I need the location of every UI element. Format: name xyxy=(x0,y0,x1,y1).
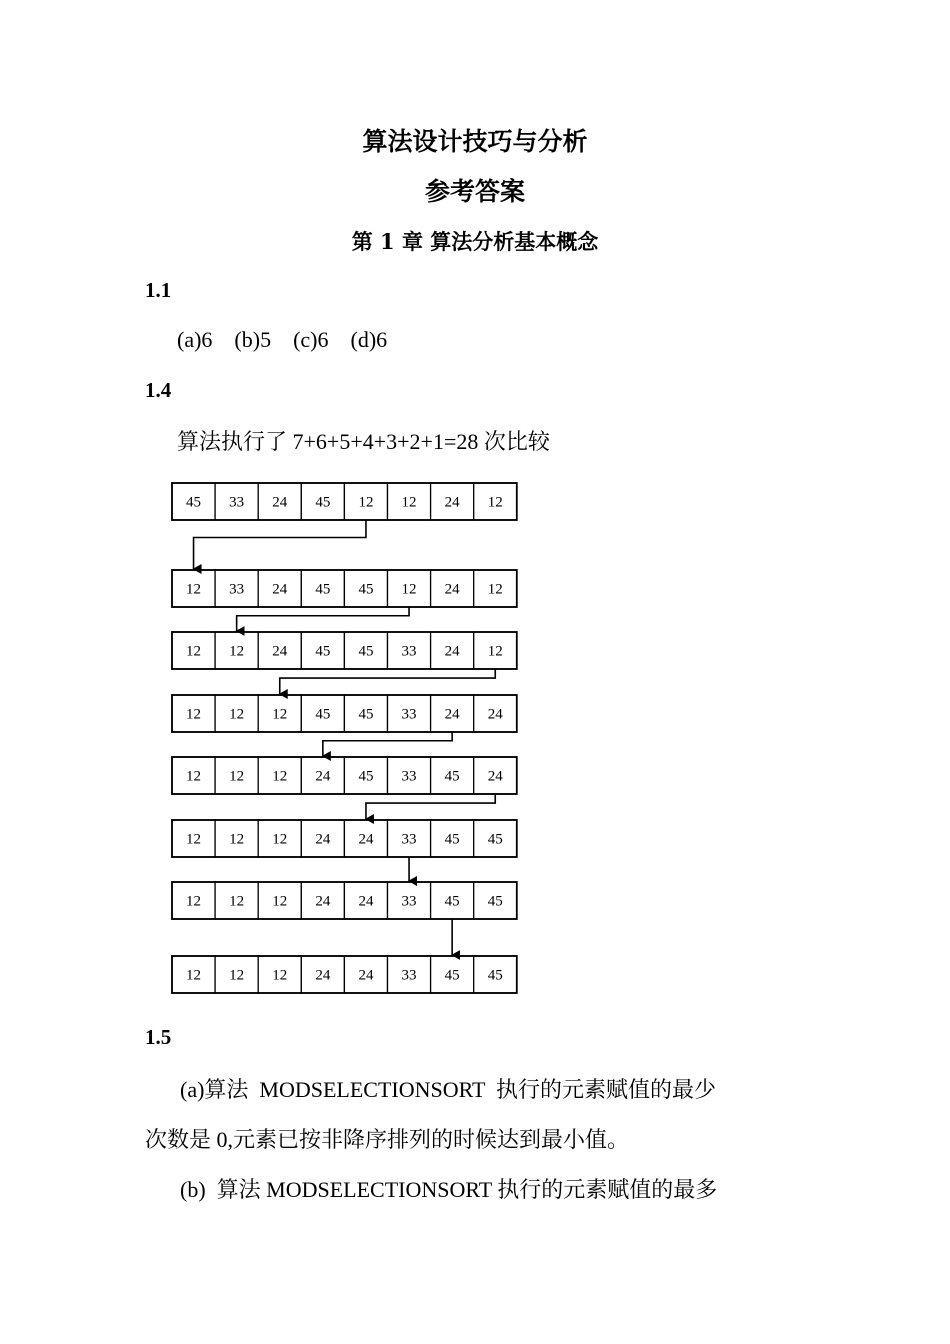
array-row xyxy=(172,956,517,993)
cell-value: 33 xyxy=(401,893,417,910)
cell-value: 45 xyxy=(315,643,331,660)
section-heading-1-5: 1.5 xyxy=(145,1025,172,1049)
cell-value: 24 xyxy=(358,831,374,848)
cell-value: 24 xyxy=(272,643,288,660)
array-row xyxy=(172,882,517,919)
cell-value: 24 xyxy=(315,831,331,848)
cell-value: 24 xyxy=(315,893,331,910)
array-row xyxy=(172,632,517,669)
array-row xyxy=(172,483,517,520)
cell-value: 24 xyxy=(487,706,503,723)
cell-value: 45 xyxy=(444,831,460,848)
cell-value: 12 xyxy=(272,706,288,723)
cell-value: 33 xyxy=(401,643,417,660)
cell-value: 12 xyxy=(229,706,245,723)
array-row xyxy=(172,570,517,607)
cell-value: 24 xyxy=(272,581,288,598)
cell-value: 24 xyxy=(315,768,331,785)
cell-value: 12 xyxy=(186,893,202,910)
cell-value: 24 xyxy=(444,643,460,660)
swap-arrow xyxy=(237,607,409,631)
text-1-5-line1: (a)算法 MODSELECTIONSORT 执行的元素赋值的最少 xyxy=(180,1077,717,1102)
cell-value: 24 xyxy=(444,494,460,511)
array-row xyxy=(172,820,517,857)
cell-value: 24 xyxy=(272,494,288,511)
cell-value: 45 xyxy=(315,706,331,723)
text-1-5-line2: 次数是 0,元素已按非降序排列的时候达到最小值。 xyxy=(145,1127,630,1152)
array-row xyxy=(172,757,517,794)
cell-value: 24 xyxy=(315,967,331,984)
cell-value: 12 xyxy=(186,967,202,984)
cell-value: 12 xyxy=(186,706,202,723)
cell-value: 12 xyxy=(186,768,202,785)
cell-value: 45 xyxy=(315,581,331,598)
cell-value: 12 xyxy=(487,494,503,511)
cell-value: 24 xyxy=(444,706,460,723)
cell-value: 33 xyxy=(401,768,417,785)
cell-value: 24 xyxy=(444,581,460,598)
swap-arrow xyxy=(366,794,495,819)
cell-value: 33 xyxy=(401,967,417,984)
cell-value: 12 xyxy=(186,643,202,660)
cell-value: 12 xyxy=(272,967,288,984)
cell-value: 12 xyxy=(229,967,245,984)
cell-value: 45 xyxy=(487,831,503,848)
cell-value: 24 xyxy=(487,768,503,785)
cell-value: 45 xyxy=(358,643,374,660)
cell-value: 12 xyxy=(401,494,417,511)
cell-value: 12 xyxy=(229,893,245,910)
cell-value: 12 xyxy=(229,831,245,848)
cell-value: 12 xyxy=(272,831,288,848)
document-subtitle: 参考答案 xyxy=(424,177,525,206)
cell-value: 45 xyxy=(315,494,331,511)
cell-value: 12 xyxy=(229,768,245,785)
cell-value: 45 xyxy=(487,893,503,910)
cell-value: 45 xyxy=(444,893,460,910)
swap-arrow xyxy=(280,669,496,694)
cell-value: 24 xyxy=(358,893,374,910)
cell-value: 45 xyxy=(358,706,374,723)
cell-value: 12 xyxy=(401,581,417,598)
section-heading-1-4: 1.4 xyxy=(145,378,172,402)
cell-value: 33 xyxy=(401,706,417,723)
document-title: 算法设计技巧与分析 xyxy=(362,127,588,156)
cell-value: 45 xyxy=(444,967,460,984)
cell-value: 45 xyxy=(444,768,460,785)
cell-value: 12 xyxy=(487,581,503,598)
cell-value: 45 xyxy=(358,581,374,598)
cell-value: 24 xyxy=(358,967,374,984)
text-1-4: 算法执行了 7+6+5+4+3+2+1=28 次比较 xyxy=(177,429,550,454)
cell-value: 12 xyxy=(186,831,202,848)
text-1-5-line3: (b) 算法 MODSELECTIONSORT 执行的元素赋值的最多 xyxy=(180,1177,718,1202)
cell-value: 12 xyxy=(272,893,288,910)
cell-value: 12 xyxy=(229,643,245,660)
cell-value: 45 xyxy=(186,494,202,511)
cell-value: 12 xyxy=(358,494,374,511)
cell-value: 33 xyxy=(229,494,245,511)
array-row xyxy=(172,695,517,732)
section-heading-1-1: 1.1 xyxy=(145,278,172,302)
cell-value: 12 xyxy=(272,768,288,785)
answers-1-1: (a)6 (b)5 (c)6 (d)6 xyxy=(177,327,388,352)
cell-value: 45 xyxy=(358,768,374,785)
cell-value: 45 xyxy=(487,967,503,984)
chapter-heading: 第 1 章 算法分析基本概念 xyxy=(351,229,599,254)
swap-arrow xyxy=(194,520,366,569)
swap-arrow xyxy=(323,732,452,756)
cell-value: 33 xyxy=(401,831,417,848)
cell-value: 12 xyxy=(186,581,202,598)
cell-value: 12 xyxy=(487,643,503,660)
cell-value: 33 xyxy=(229,581,245,598)
